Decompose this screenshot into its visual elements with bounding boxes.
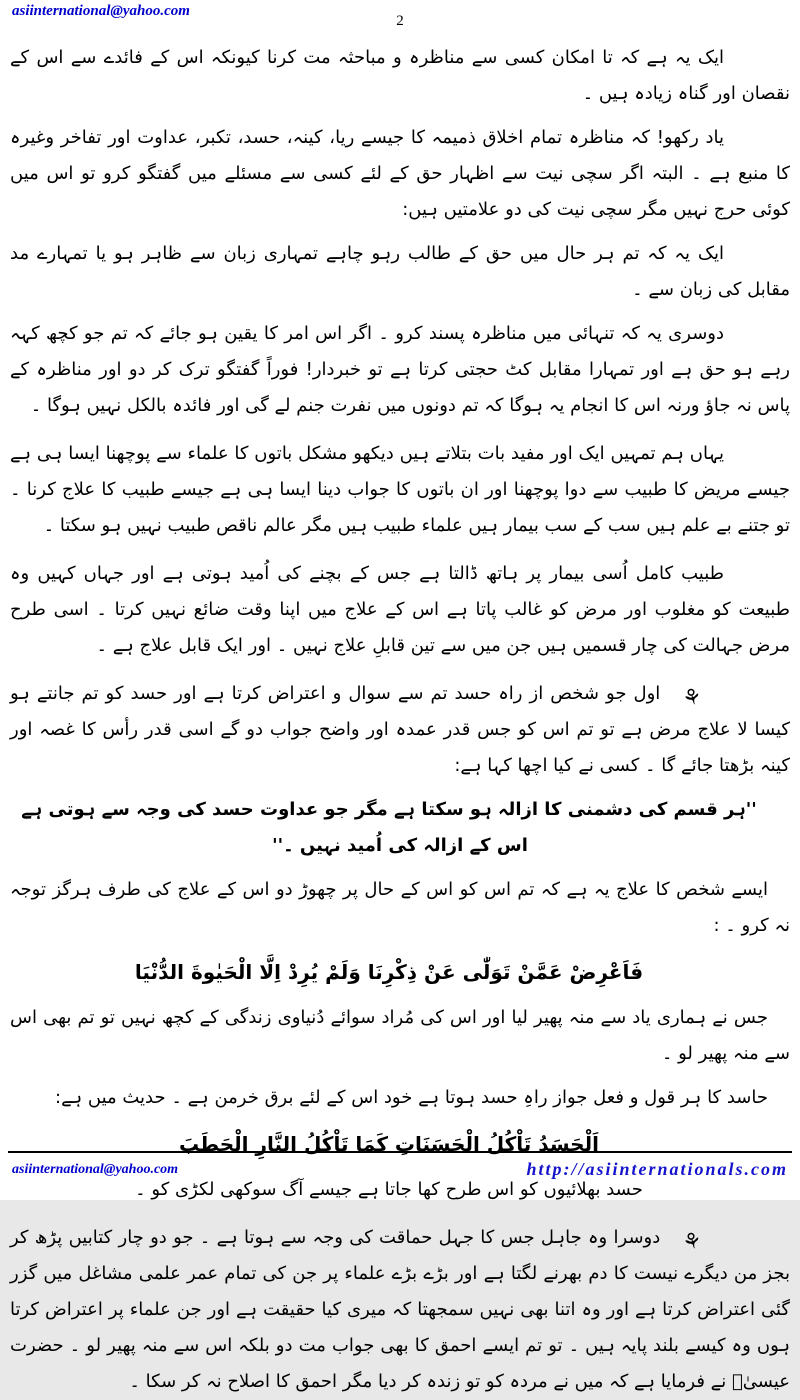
header-email-link[interactable]: asiinternational@yahoo.com — [12, 3, 190, 19]
footer-website-link[interactable]: http://asiinternationals.com — [526, 1159, 788, 1179]
flower-bullet-icon: ⚘ — [679, 683, 706, 713]
paragraph-text: اَلْحَسَدُ تَاْكُلُ الْحَسَنَاتِ كَمَا تَاْكُلُ النَّارِ الْحَطَبَ — [179, 1132, 599, 1156]
page-number: 2 — [396, 13, 404, 29]
paragraph — [10, 40, 790, 112]
paragraph-text: ایک یہ ہے کہ تا امکان کسی سے مناظرہ و مباحثہ مت کرنا کیونکہ اس کے فائدے سے اس کے نقصان اور گناہ زیادہ ہیں ۔ — [10, 47, 790, 104]
paragraph-text: دوسرا وہ جاہل جس کا جہل حماقت کی وجہ سے ہوتا ہے ۔ جو دو چار کتابیں پڑھ کر بجز من دیگرے نیست کا دم بھرنے لگتا ہے اور بڑے بڑے علماء پر جن کی تمام عمر علمی مشاغل میں گزر گئی اعتراض کرتا ہے اور وہ اتنا بھی نہیں سمجھتا کہ میری کیا حقیقت ہے اور جن علماء پر اعتراض کرتا ہوں وہ کیسے بلند پایہ ہیں ۔ تو تم ایسے احمق کا بھی جواب مت دو بلکہ اس سے منہ پھیر لو ۔ حضرت عیسیٰؑ نے فرمایا ہے کہ میں نے مردہ کو تو زندہ کر دیا مگر احمق کا اصلاح نہ کر سکا ۔ — [10, 1227, 790, 1392]
footer-divider — [8, 1151, 792, 1153]
paragraph — [10, 676, 790, 784]
paragraph-text: حاسد کا ہر قول و فعل جواز راہِ حسد ہوتا ہے خود اس کے لئے برق خرمن ہے ۔ حدیث میں ہے: — [55, 1087, 768, 1108]
flower-bullet-icon: ⚘ — [679, 1227, 706, 1257]
paragraph-text: ایک یہ کہ تم ہر حال میں حق کے طالب رہو چاہے تمہاری زبان سے ظاہر ہو یا تمہارے مد مقابل کی زبان سے ۔ — [10, 243, 790, 300]
paragraph — [10, 1124, 790, 1164]
paragraph — [10, 872, 790, 944]
paragraph — [10, 316, 790, 424]
paragraph-text: فَاَعْرِضْ عَمَّنْ تَوَلّٰى عَنْ ذِكْرِنَا وَلَمْ يُرِدْ اِلَّا الْحَيٰوةَ الدُّنْيَا — [134, 960, 644, 984]
paragraph-text: حسد بھلائیوں کو اس طرح کھا جاتا ہے جیسے آگ سوکھی لکڑی کو ۔ — [135, 1179, 643, 1200]
paragraph — [10, 952, 790, 992]
paragraph-text: ''ہر قسم کی دشمنی کا ازالہ ہو سکتا ہے مگر جو عداوت حسد کی وجہ سے ہوتی ہے اس کے ازالہ کی اُمید نہیں ۔'' — [21, 799, 757, 856]
paragraph-text: طبیب کامل اُسی بیمار پر ہاتھ ڈالتا ہے جس کے بچنے کی اُمید ہوتی ہے اور جہاں کہیں وہ طبیعت کو مغلوب اور مرض کو غالب پاتا ہے اس کے علاج میں اپنا وقت ضائع نہیں کرتا ۔ اسی طرح مرض جہالت کی چار قسمیں ہیں جن میں سے تین قابلِ علاج نہیں ۔ اور ایک قابل علاج ہے ۔ — [10, 563, 790, 656]
paragraph-text: جس نے ہماری یاد سے منہ پھیر لیا اور اس کی مُراد سوائے دُنیاوی زندگی کے کچھ نہیں تو تم بھی اس سے منہ پھیر لو ۔ — [10, 1007, 790, 1064]
paragraph — [10, 792, 790, 864]
paragraph — [10, 436, 790, 544]
paragraph — [10, 236, 790, 308]
paragraph-text: دوسری یہ کہ تنہائی میں مناظرہ پسند کرو ۔ اگر اس امر کا یقین ہو جائے کہ تم جو کچھ کہہ رہے ہو حق ہے اور تمہارا مقابل کٹ حجتی کرتا ہے تو خبردار! فوراً گفتگو ترک کر دو اور مناظرہ کے پاس نہ جاؤ ورنہ اس کا انجام یہ ہوگا کہ تم دونوں میں نفرت جنم لے گی اور فائدہ بالکل نہیں ہوگا ۔ — [10, 323, 790, 416]
paragraph — [10, 120, 790, 228]
paragraph-text: اول جو شخص از راہ حسد تم سے سوال و اعتراض کرتا ہے اور حسد کو تم جانتے ہو کیسا لا علاج مرض ہے تو تم اس کو جس قدر عمدہ اور واضح جواب دو گے اسی قدر رأس کا غصہ اور کینہ بڑھتا جائے گا ۔ کسی نے کیا اچھا کہا ہے: — [10, 683, 790, 776]
paragraph — [10, 1000, 790, 1072]
paragraph-text: یہاں ہم تمہیں ایک اور مفید بات بتلاتے ہیں دیکھو مشکل باتوں کا علماء سے پوچھنا ایسا ہی ہے جیسے مریض کا طبیب سے دوا پوچھنا اور ان باتوں کا جواب دینا ایسا ہی ہے جیسے طبیب کا علاج کرنا ۔ تو جتنے بے علم ہیں سب کے سب بیمار ہیں علماء طبیب ہیں مگر عالم ناقص طبیب نہیں ہو سکتا ۔ — [10, 443, 790, 536]
footer-email-link[interactable]: asiinternational@yahoo.com — [12, 1162, 179, 1177]
paragraph — [10, 1220, 790, 1400]
paragraph — [10, 556, 790, 664]
paragraph-text: ایسے شخص کا علاج یہ ہے کہ تم اس کو اس کے حال پر چھوڑ دو اس کے علاج کی طرف ہرگز توجہ نہ کرو ۔ : — [10, 879, 790, 936]
paragraph — [10, 1080, 790, 1116]
paragraph-text: یاد رکھو! کہ مناظرہ تمام اخلاق ذمیمہ کا جیسے ریا، کینہ، حسد، تکبر، عداوت اور تفاخر وغیرہ کا منبع ہے ۔ البتہ اگر سچی نیت سے اظہار حق کے لئے کسی سے مسئلے میں گفتگو کرو تو اس میں کوئی حرج نہیں مگر سچی نیت کی دو علامتیں ہیں: — [10, 127, 790, 220]
